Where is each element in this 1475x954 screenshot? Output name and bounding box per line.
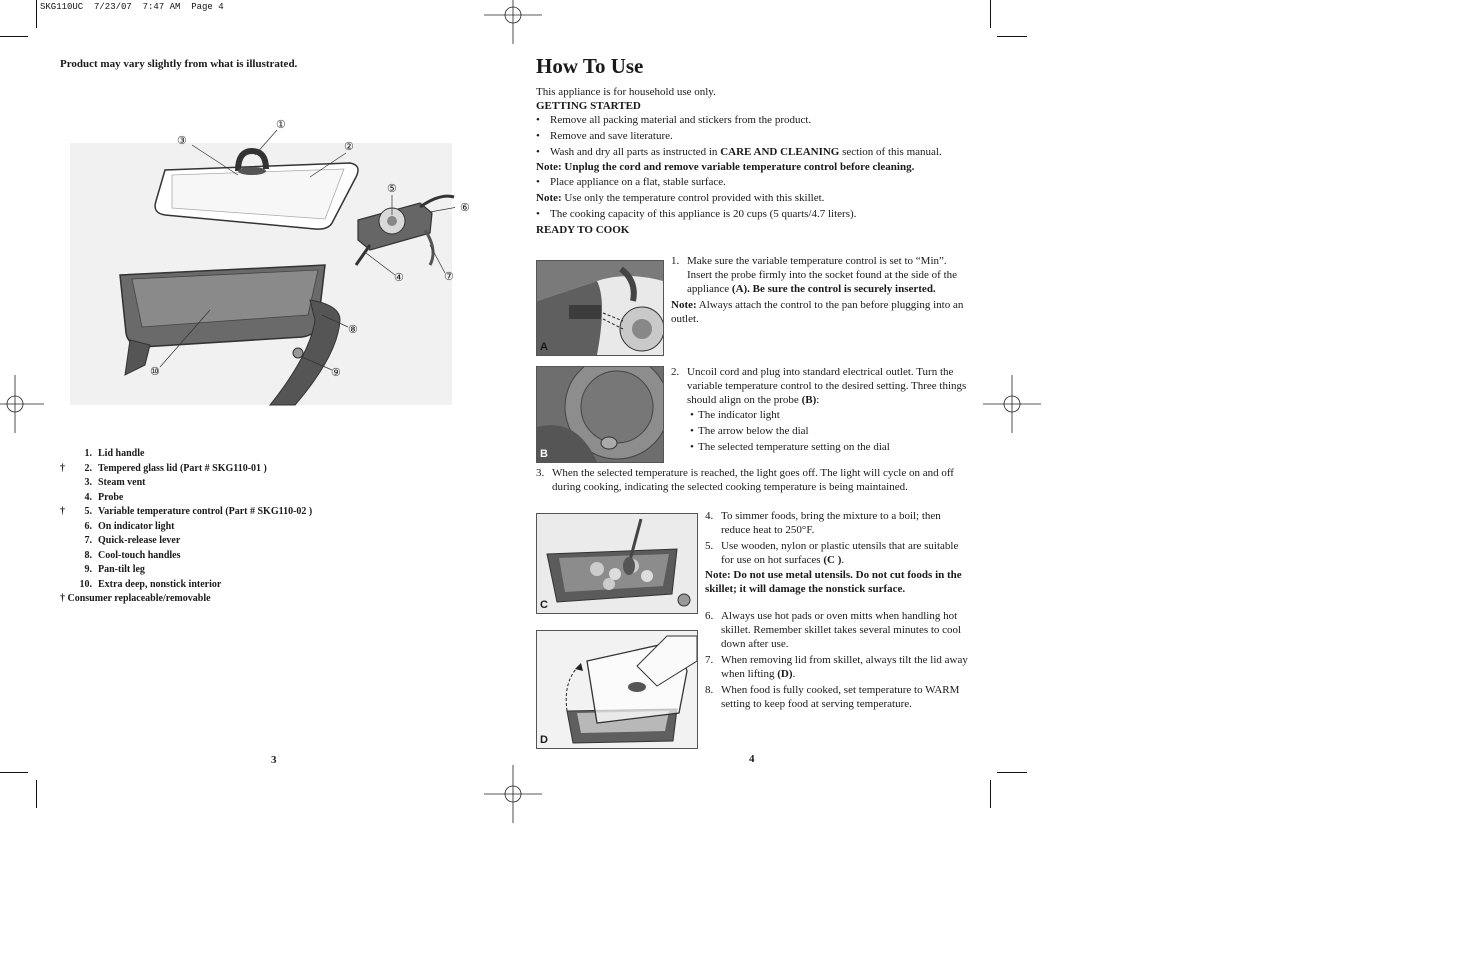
registration-mark bbox=[484, 0, 542, 44]
figure-label: C bbox=[540, 599, 548, 611]
callout-3: ③ bbox=[177, 135, 187, 147]
section-heading: GETTING STARTED bbox=[536, 100, 641, 112]
figure-label: D bbox=[540, 734, 548, 746]
probe-insert-illustration bbox=[537, 261, 663, 355]
crop-mark bbox=[990, 0, 991, 28]
callout-1: ① bbox=[276, 119, 286, 131]
crop-mark bbox=[36, 780, 37, 808]
figure-c bbox=[536, 513, 698, 614]
dial-alignment-illustration bbox=[537, 367, 663, 462]
crop-mark bbox=[997, 36, 1027, 37]
figure-label: A bbox=[540, 341, 548, 353]
unplug-note: Note: Unplug the cord and remove variable temperature control before cleaning. bbox=[536, 161, 915, 173]
callout-5: ⑤ bbox=[387, 183, 397, 195]
callout-6: ⑥ bbox=[460, 202, 470, 214]
figure-a bbox=[536, 260, 664, 356]
registration-mark bbox=[983, 375, 1041, 433]
temp-control-note: Note: Use only the temperature control provided with this skillet. bbox=[536, 192, 825, 204]
page-number-right: 4 bbox=[749, 753, 755, 765]
parts-list-item: 3. Steam vent bbox=[84, 477, 146, 488]
parts-list-item: 1. Lid handle bbox=[84, 448, 145, 459]
metal-utensil-note: Note: Do not use metal utensils. Do not cut foods in the skillet; it will damage the nonstick surface. bbox=[705, 569, 962, 595]
steps-6-8: 6. Always use hot pads or oven mitts when handling hot skillet. Remember skillet takes several minutes to cool down after use. 7. When removing lid from skillet, always tilt the lid away when lifting (D). 8. When food is fully cooked, set temperature to WARM setting to keep food at serving temperature. bbox=[705, 610, 968, 710]
bullet-item: • The cooking capacity of this appliance is 20 cups (5 quarts/4.7 liters). bbox=[536, 208, 857, 220]
crop-mark bbox=[36, 0, 37, 28]
figure-label: B bbox=[540, 448, 548, 460]
step-2: 2. Uncoil cord and plug into standard electrical outlet. Turn the variable temperature control to the desired setting. Three things should align on the probe (B): • The indicator light • The arrow below the dial • The selected temperature setting on the dial bbox=[671, 365, 971, 454]
parts-list-item: 6. On indicator light bbox=[84, 520, 175, 532]
alignment-item: • The selected temperature setting on the dial bbox=[690, 441, 890, 453]
parts-footnote: † Consumer replaceable/removable bbox=[60, 593, 211, 604]
crop-mark bbox=[990, 780, 991, 808]
step-1: 1. Make sure the variable temperature control is set to “Min”. Insert the probe firmly into the socket found at the side of the appliance (A). Be sure the control is securely inserted. Note: Always attach the control to the pan before plugging into an outlet. bbox=[671, 254, 971, 326]
figure-b bbox=[536, 366, 664, 463]
crop-mark bbox=[0, 36, 28, 37]
alignment-item: • The indicator light bbox=[690, 409, 780, 421]
parts-list-item: 9. Pan-tilt leg bbox=[84, 564, 145, 575]
print-slug: SKG110UC 7/23/07 7:47 AM Page 4 bbox=[40, 2, 224, 12]
registration-mark bbox=[484, 765, 542, 823]
skillet-parts-diagram bbox=[70, 115, 455, 410]
utensil-use-illustration bbox=[537, 514, 697, 613]
illustration-note: Product may vary slightly from what is illustrated. bbox=[60, 58, 298, 70]
parts-list bbox=[60, 447, 312, 607]
section-heading: READY TO COOK bbox=[536, 224, 630, 236]
step-3: 3. When the selected temperature is reached, the light goes off. The light will cycle on and off during cooking, indicating the selected cooking temperature is being maintained. bbox=[536, 467, 954, 493]
lid-tilt-illustration bbox=[537, 631, 697, 748]
crop-mark bbox=[997, 772, 1027, 773]
parts-list-item: 4. Probe bbox=[84, 491, 124, 503]
parts-list-item: † 2. Tempered glass lid (Part # SKG110-01 ) bbox=[60, 462, 267, 474]
intro-text: This appliance is for household use only. bbox=[536, 86, 716, 98]
alignment-item: • The arrow below the dial bbox=[690, 425, 809, 437]
parts-list-item: 8. Cool-touch handles bbox=[84, 549, 181, 561]
page-number-left: 3 bbox=[271, 754, 277, 766]
bullet-item: • Wash and dry all parts as instructed in CARE AND CLEANING section of this manual. bbox=[536, 146, 942, 158]
figure-d bbox=[536, 630, 698, 749]
bullet-item: • Place appliance on a flat, stable surface. bbox=[536, 176, 726, 188]
steps-4-5: 4. To simmer foods, bring the mixture to a boil; then reduce heat to 250°F. 5. Use wooden, nylon or plastic utensils that are suitable for use on hot surfaces (C ). Note: Do not use metal utensils. Do not cut foods in the skillet; it will damage the nonstick surface. bbox=[705, 509, 970, 596]
callout-2: ② bbox=[344, 141, 354, 153]
parts-list-item: 10. Extra deep, nonstick interior bbox=[79, 578, 222, 590]
callout-10: ⑩ bbox=[150, 366, 160, 378]
registration-mark bbox=[0, 375, 44, 433]
parts-list-item: 7. Quick-release lever bbox=[84, 535, 181, 546]
parts-list-item: † 5. Variable temperature control (Part # SKG110-02 ) bbox=[60, 506, 313, 517]
crop-mark bbox=[0, 772, 28, 773]
bullet-item: • Remove and save literature. bbox=[536, 130, 673, 142]
callout-8: ⑧ bbox=[348, 324, 358, 336]
callout-9: ⑨ bbox=[331, 367, 341, 379]
page-title: How To Use bbox=[536, 54, 644, 78]
getting-started-section bbox=[536, 85, 976, 237]
callout-7: ⑦ bbox=[444, 271, 454, 283]
callout-4: ④ bbox=[394, 272, 404, 284]
bullet-item: • Remove all packing material and stickers from the product. bbox=[536, 114, 812, 126]
step-1-note: Note: Always attach the control to the pan before plugging into an outlet. bbox=[671, 299, 964, 325]
